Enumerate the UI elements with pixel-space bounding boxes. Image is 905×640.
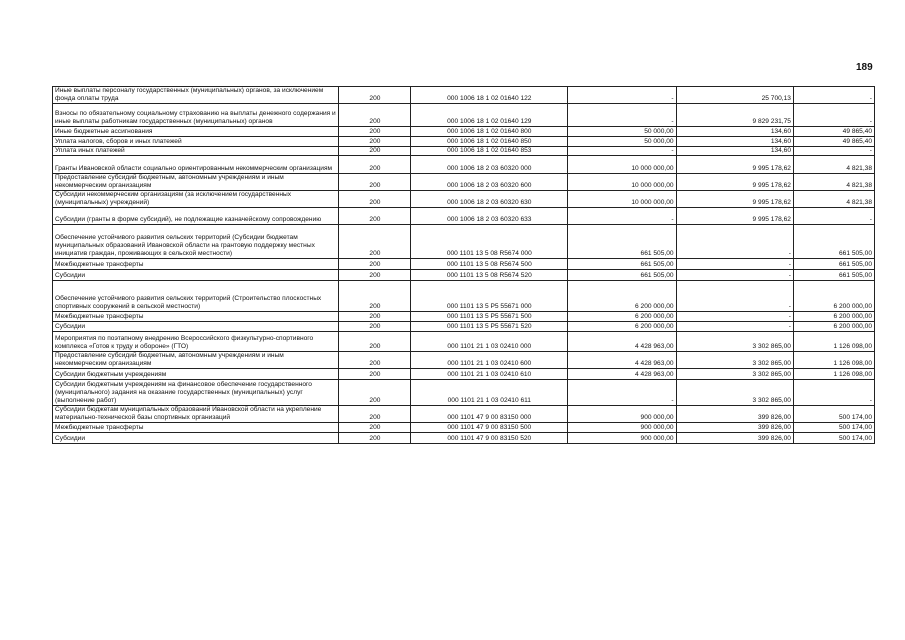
row-name-cell: Обеспечение устойчивого развития сельских территорий (Строительство плоскостных спортивных сооружений в сельской местности)	[53, 281, 339, 312]
row-plan-cell: 900 000,00	[568, 423, 676, 433]
row-executed-cell: 9 995 178,62	[676, 174, 793, 191]
row-remainder-cell: 661 505,00	[793, 225, 874, 259]
row-name-cell: Обеспечение устойчивого развития сельских территорий (Субсидии бюджетам муниципальных образований Ивановской области на грантовую поддержку местных инициатив граждан, проживающих в сельской местности)	[53, 225, 339, 259]
table-body	[53, 87, 875, 444]
table-row	[53, 156, 875, 174]
row-kbk-cell: 000 1006 18 2 03 60320 633	[411, 208, 568, 225]
table-row	[53, 147, 875, 156]
table-row	[53, 174, 875, 191]
row-kbk-cell: 000 1101 21 1 03 02410 610	[411, 369, 568, 380]
row-plan-cell: 10 000 000,00	[568, 156, 676, 174]
row-kbk-cell: 000 1101 47 9 00 83150 000	[411, 406, 568, 423]
row-executed-cell: -	[676, 312, 793, 322]
row-code-cell: 200	[339, 147, 411, 156]
table-row	[53, 191, 875, 208]
row-remainder-cell: -	[793, 208, 874, 225]
row-name-cell: Уплата иных платежей	[53, 147, 339, 156]
row-kbk-cell: 000 1101 13 5 P5 55671 000	[411, 281, 568, 312]
row-kbk-cell: 000 1101 47 9 00 83150 520	[411, 433, 568, 444]
table-row	[53, 225, 875, 259]
row-plan-cell: 4 428 963,00	[568, 352, 676, 369]
row-executed-cell: 25 700,13	[676, 87, 793, 104]
table-row	[53, 270, 875, 281]
row-plan-cell: 900 000,00	[568, 433, 676, 444]
row-code-cell: 200	[339, 406, 411, 423]
row-code-cell: 200	[339, 259, 411, 270]
row-name-cell: Субсидии	[53, 322, 339, 332]
row-executed-cell: 3 302 865,00	[676, 352, 793, 369]
row-kbk-cell: 000 1006 18 1 02 01640 800	[411, 127, 568, 137]
row-plan-cell: 900 000,00	[568, 406, 676, 423]
row-code-cell: 200	[339, 423, 411, 433]
row-executed-cell: 3 302 865,00	[676, 332, 793, 352]
row-plan-cell: 6 200 000,00	[568, 312, 676, 322]
row-executed-cell: 399 826,00	[676, 423, 793, 433]
table-row	[53, 137, 875, 147]
table-row	[53, 332, 875, 352]
row-kbk-cell: 000 1006 18 1 02 01640 122	[411, 87, 568, 104]
row-executed-cell: 9 995 178,62	[676, 208, 793, 225]
row-name-cell: Межбюджетные трансферты	[53, 259, 339, 270]
row-executed-cell: 134,60	[676, 127, 793, 137]
row-plan-cell: -	[568, 147, 676, 156]
row-remainder-cell: 6 200 000,00	[793, 312, 874, 322]
table-row	[53, 352, 875, 369]
row-executed-cell: 3 302 865,00	[676, 369, 793, 380]
row-name-cell: Субсидии бюджетам муниципальных образований Ивановской области на укрепление материально-технической базы спортивных организаций	[53, 406, 339, 423]
row-code-cell: 200	[339, 174, 411, 191]
row-remainder-cell: -	[793, 104, 874, 127]
row-kbk-cell: 000 1006 18 2 03 60320 630	[411, 191, 568, 208]
row-name-cell: Взносы по обязательному социальному страхованию на выплаты денежного содержания и иные выплаты работникам государственных (муниципальных) органов	[53, 104, 339, 127]
row-name-cell: Иные выплаты персоналу государственных (муниципальных) органов, за исключением фонда оплаты труда	[53, 87, 339, 104]
table-row	[53, 433, 875, 444]
row-kbk-cell: 000 1101 13 5 08 R5674 520	[411, 270, 568, 281]
table-row	[53, 87, 875, 104]
row-executed-cell: -	[676, 270, 793, 281]
row-name-cell: Межбюджетные трансферты	[53, 312, 339, 322]
table-row	[53, 322, 875, 332]
row-remainder-cell: 6 200 000,00	[793, 281, 874, 312]
row-code-cell: 200	[339, 156, 411, 174]
row-name-cell: Уплата налогов, сборов и иных платежей	[53, 137, 339, 147]
row-plan-cell: 4 428 963,00	[568, 369, 676, 380]
table-row	[53, 127, 875, 137]
table-row	[53, 369, 875, 380]
row-plan-cell: -	[568, 87, 676, 104]
row-plan-cell: -	[568, 208, 676, 225]
row-kbk-cell: 000 1006 18 2 03 60320 000	[411, 156, 568, 174]
row-executed-cell: 134,60	[676, 137, 793, 147]
row-name-cell: Предоставление субсидий бюджетным, автономным учреждениям и иным некоммерческим организациям	[53, 174, 339, 191]
row-code-cell: 200	[339, 281, 411, 312]
row-plan-cell: 6 200 000,00	[568, 322, 676, 332]
row-plan-cell: 4 428 963,00	[568, 332, 676, 352]
table-row	[53, 312, 875, 322]
row-code-cell: 200	[339, 352, 411, 369]
row-executed-cell: -	[676, 322, 793, 332]
row-name-cell: Субсидии	[53, 433, 339, 444]
row-name-cell: Субсидии бюджетным учреждениям	[53, 369, 339, 380]
row-name-cell: Межбюджетные трансферты	[53, 423, 339, 433]
row-remainder-cell: -	[793, 87, 874, 104]
row-remainder-cell: 1 126 098,00	[793, 352, 874, 369]
row-executed-cell: 134,60	[676, 147, 793, 156]
row-executed-cell: -	[676, 225, 793, 259]
row-plan-cell: 661 505,00	[568, 270, 676, 281]
row-code-cell: 200	[339, 312, 411, 322]
row-name-cell: Субсидии некоммерческим организациям (за исключением государственных (муниципальных) учреждений)	[53, 191, 339, 208]
row-remainder-cell: 1 126 098,00	[793, 369, 874, 380]
table-row	[53, 406, 875, 423]
row-kbk-cell: 000 1006 18 1 02 01640 853	[411, 147, 568, 156]
row-kbk-cell: 000 1101 13 5 P5 55671 520	[411, 322, 568, 332]
row-name-cell: Предоставление субсидий бюджетным, автономным учреждениям и иным некоммерческим организациям	[53, 352, 339, 369]
row-kbk-cell: 000 1101 13 5 08 R5674 500	[411, 259, 568, 270]
row-remainder-cell: 500 174,00	[793, 406, 874, 423]
row-remainder-cell: 1 126 098,00	[793, 332, 874, 352]
row-remainder-cell: 49 865,40	[793, 137, 874, 147]
row-remainder-cell: -	[793, 380, 874, 406]
row-executed-cell: 9 995 178,62	[676, 191, 793, 208]
row-kbk-cell: 000 1006 18 1 02 01640 850	[411, 137, 568, 147]
row-executed-cell: 9 995 178,62	[676, 156, 793, 174]
table-row	[53, 259, 875, 270]
row-plan-cell: 50 000,00	[568, 137, 676, 147]
row-executed-cell: -	[676, 281, 793, 312]
row-code-cell: 200	[339, 127, 411, 137]
row-code-cell: 200	[339, 433, 411, 444]
row-executed-cell: -	[676, 259, 793, 270]
row-plan-cell: -	[568, 104, 676, 127]
row-code-cell: 200	[339, 332, 411, 352]
row-remainder-cell: 500 174,00	[793, 433, 874, 444]
row-kbk-cell: 000 1101 13 5 08 R5674 000	[411, 225, 568, 259]
row-executed-cell: 399 826,00	[676, 406, 793, 423]
table-row	[53, 104, 875, 127]
row-kbk-cell: 000 1101 47 9 00 83150 500	[411, 423, 568, 433]
row-kbk-cell: 000 1101 21 1 03 02410 600	[411, 352, 568, 369]
budget-table	[52, 86, 875, 444]
row-name-cell: Субсидии (гранты в форме субсидий), не подлежащие казначейскому сопровождению	[53, 208, 339, 225]
row-kbk-cell: 000 1006 18 2 03 60320 600	[411, 174, 568, 191]
page-number: 189	[856, 62, 873, 73]
row-remainder-cell: 661 505,00	[793, 270, 874, 281]
row-code-cell: 200	[339, 137, 411, 147]
row-remainder-cell: 4 821,38	[793, 156, 874, 174]
row-remainder-cell: 6 200 000,00	[793, 322, 874, 332]
row-code-cell: 200	[339, 270, 411, 281]
row-code-cell: 200	[339, 322, 411, 332]
row-remainder-cell: -	[793, 147, 874, 156]
row-remainder-cell: 49 865,40	[793, 127, 874, 137]
row-code-cell: 200	[339, 380, 411, 406]
row-code-cell: 200	[339, 208, 411, 225]
row-name-cell: Иные бюджетные ассигнования	[53, 127, 339, 137]
row-remainder-cell: 500 174,00	[793, 423, 874, 433]
row-kbk-cell: 000 1101 21 1 03 02410 611	[411, 380, 568, 406]
row-remainder-cell: 661 505,00	[793, 259, 874, 270]
row-plan-cell: 10 000 000,00	[568, 174, 676, 191]
row-plan-cell: 661 505,00	[568, 259, 676, 270]
table-row	[53, 423, 875, 433]
row-plan-cell: 6 200 000,00	[568, 281, 676, 312]
row-kbk-cell: 000 1101 13 5 P5 55671 500	[411, 312, 568, 322]
row-code-cell: 200	[339, 369, 411, 380]
row-plan-cell: 10 000 000,00	[568, 191, 676, 208]
row-code-cell: 200	[339, 104, 411, 127]
row-executed-cell: 3 302 865,00	[676, 380, 793, 406]
row-kbk-cell: 000 1101 21 1 03 02410 000	[411, 332, 568, 352]
row-remainder-cell: 4 821,38	[793, 191, 874, 208]
row-name-cell: Субсидии	[53, 270, 339, 281]
row-plan-cell: 50 000,00	[568, 127, 676, 137]
table-row	[53, 208, 875, 225]
row-plan-cell: -	[568, 380, 676, 406]
table-row	[53, 380, 875, 406]
row-plan-cell: 661 505,00	[568, 225, 676, 259]
row-code-cell: 200	[339, 225, 411, 259]
row-name-cell: Гранты Ивановской области социально ориентированным некоммерческим организациям	[53, 156, 339, 174]
row-code-cell: 200	[339, 87, 411, 104]
row-executed-cell: 399 826,00	[676, 433, 793, 444]
row-name-cell: Субсидии бюджетным учреждениям на финансовое обеспечение государственного (муниципального) задания на оказание государственных (муниципальных) услуг (выполнение работ)	[53, 380, 339, 406]
table-row	[53, 281, 875, 312]
row-name-cell: Мероприятия по поэтапному внедрению Всероссийского физкультурно-спортивного комплекса «Готов к труду и обороне» (ГТО)	[53, 332, 339, 352]
row-kbk-cell: 000 1006 18 1 02 01640 129	[411, 104, 568, 127]
row-remainder-cell: 4 821,38	[793, 174, 874, 191]
row-code-cell: 200	[339, 191, 411, 208]
row-executed-cell: 9 829 231,75	[676, 104, 793, 127]
